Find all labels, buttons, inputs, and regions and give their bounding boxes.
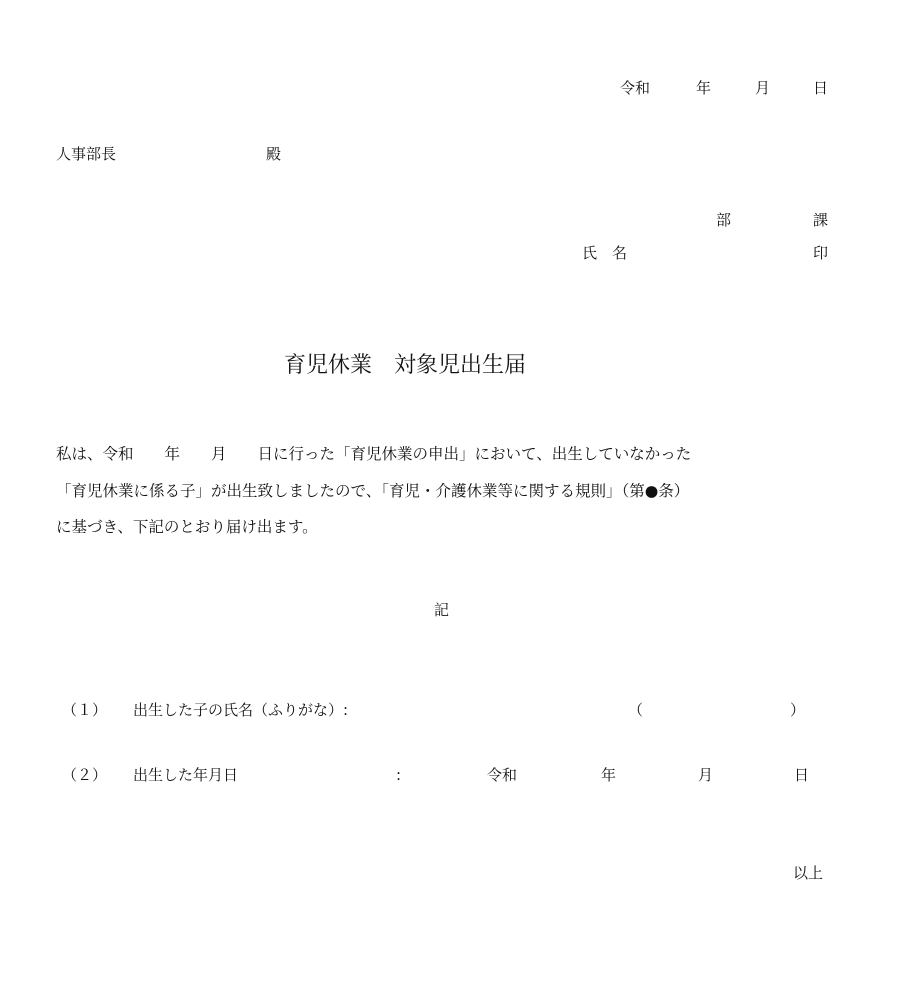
date-era: 令和 <box>620 79 651 97</box>
date-day-unit: 日 <box>813 79 829 97</box>
body-line-2: 「育児休業に係る子」が出生致しましたので、「育児・介護休業等に関する規則」（第●条） <box>56 481 690 500</box>
applicant-name-label: 氏 名 <box>582 244 628 262</box>
item-1-label: 出生した子の氏名（ふりがな）: <box>133 701 349 719</box>
body-line-1: 私は、令和 年 月 日に行った「育児休業の申出」において、出生していなかった <box>56 445 692 463</box>
body-paragraph <box>56 436 846 546</box>
item-2-month-unit: 月 <box>698 766 714 784</box>
addressee-honorific: 殿 <box>266 145 282 163</box>
item-1-paren-open: （ <box>628 701 644 719</box>
applicant-department-unit: 部 <box>716 211 732 229</box>
item-2-label: 出生した年月日 <box>133 766 239 784</box>
applicant-seal: 印 <box>813 244 829 262</box>
item-2-year-unit: 年 <box>601 766 617 784</box>
addressee-title: 人事部長 <box>56 145 117 163</box>
ki-marker: 記 <box>434 601 450 619</box>
item-1-number: （１） <box>62 701 108 719</box>
date-year-unit: 年 <box>696 79 712 97</box>
item-2-number: （２） <box>62 766 108 784</box>
date-month-unit: 月 <box>755 79 771 97</box>
item-2-day-unit: 日 <box>794 766 810 784</box>
body-line-3: に基づき、下記のとおり届け出ます。 <box>56 518 318 536</box>
closing-text: 以上 <box>793 864 824 882</box>
item-2-era: 令和 <box>487 766 518 784</box>
item-2-colon: : <box>396 766 402 784</box>
item-1-paren-close: ） <box>790 701 806 719</box>
applicant-section-unit: 課 <box>813 211 829 229</box>
document-title: 育児休業 対象児出生届 <box>284 353 527 378</box>
